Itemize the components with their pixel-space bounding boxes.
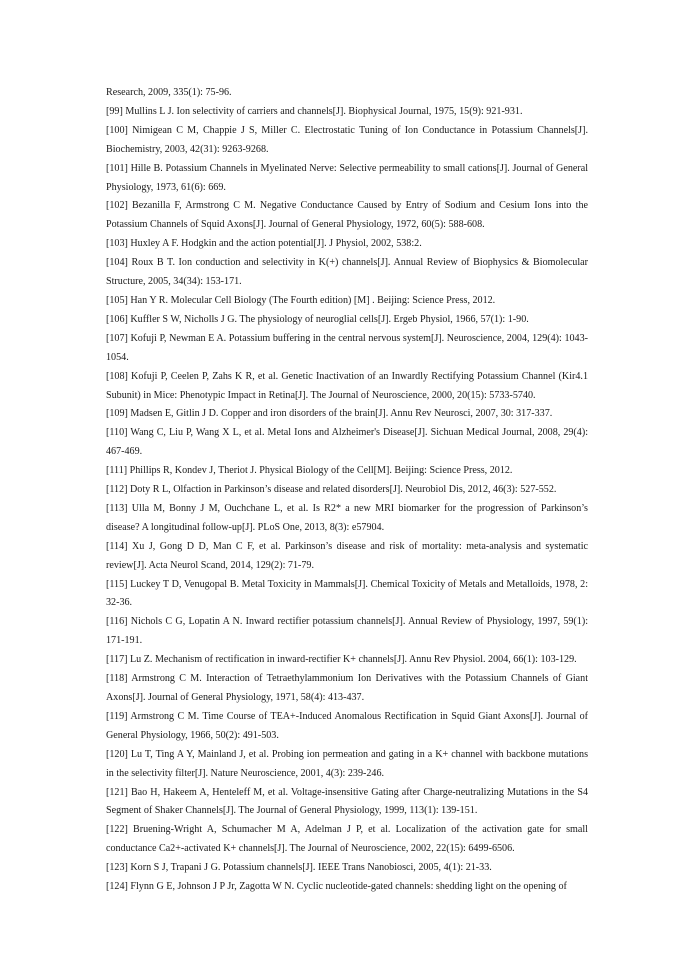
reference-entry: [113] Ulla M, Bonny J M, Ouchchane L, et al. Is R2* a new MRI biomarker for the progression of Parkinson’s disease? A longitudinal follow-up[J]. PLoS One, 2013, 8(3): e57904. xyxy=(106,502,588,533)
reference-entry: [105] Han Y R. Molecular Cell Biology (The Fourth edition) [M] . Beijing: Science Press, 2012. xyxy=(106,294,496,306)
reference-entry: [110] Wang C, Liu P, Wang X L, et al. Metal Ions and Alzheimer's Disease[J]. Sichuan Medical Journal, 2008, 29(4): 467-469. xyxy=(106,427,588,458)
reference-list xyxy=(106,84,588,897)
reference-entry: [116] Nichols C G, Lopatin A N. Inward rectifier potassium channels[J]. Annual Review of Physiology, 1997, 59(1): 171-191. xyxy=(106,616,588,647)
reference-entry: [115] Luckey T D, Venugopal B. Metal Toxicity in Mammals[J]. Chemical Toxicity of Metals and Metalloids, 1978, 2: 32-36. xyxy=(106,578,588,609)
reference-entry: [112] Doty R L, Olfaction in Parkinson’s disease and related disorders[J]. Neurobiol Dis, 2012, 46(3): 527-552. xyxy=(106,484,557,496)
reference-entry: Research, 2009, 335(1): 75-96. xyxy=(106,87,232,98)
reference-entry: [123] Korn S J, Trapani J G. Potassium channels[J]. IEEE Trans Nanobiosci, 2005, 4(1): 21-33. xyxy=(106,862,492,874)
reference-entry: [99] Mullins L J. Ion selectivity of carriers and channels[J]. Biophysical Journal, 1975, 15(9): 921-931. xyxy=(106,105,523,117)
reference-entry: [107] Kofuji P, Newman E A. Potassium buffering in the central nervous system[J]. Neuroscience, 2004, 129(4): 1043-1054. xyxy=(106,332,588,363)
reference-entry: [100] Nimigean C M, Chappie J S, Miller C. Electrostatic Tuning of Ion Conductance in Potassium Channels[J]. Biochemistry, 2003, 42(31): 9263-9268. xyxy=(106,124,588,155)
reference-entry: [119] Armstrong C M. Time Course of TEA+-Induced Anomalous Rectification in Squid Giant Axons[J]. Journal of General Physiology, 1966, 50(2): 491-503. xyxy=(106,710,588,741)
reference-entry: [101] Hille B. Potassium Channels in Myelinated Nerve: Selective permeability to small cations[J]. Journal of General Physiology, 1973, 61(6): 669. xyxy=(106,162,588,193)
reference-entry: [108] Kofuji P, Ceelen P, Zahs K R, et al. Genetic Inactivation of an Inwardly Rectifying Potassium Channel (Kir4.1 Subunit) in Mice: Phenotypic Impact in Retina[J]. The Journal of Neuroscience, 2000, 20(15): 5733-5740. xyxy=(106,370,588,401)
reference-entry: [121] Bao H, Hakeem A, Henteleff M, et al. Voltage-insensitive Gating after Charge-neutralizing Mutations in the S4 Segment of Shaker Channels[J]. The Journal of General Physiology, 1999, 113(1): 139-151. xyxy=(106,786,588,817)
reference-entry: [124] Flynn G E, Johnson J P Jr, Zagotta W N. Cyclic nucleotide-gated channels: shedding light on the opening of xyxy=(106,881,567,893)
reference-entry: [109] Madsen E, Gitlin J D. Copper and iron disorders of the brain[J]. Annu Rev Neurosci, 2007, 30: 317-337. xyxy=(106,408,553,420)
reference-entry: [106] Kuffler S W, Nicholls J G. The physiology of neuroglial cells[J]. Ergeb Physiol, 1966, 57(1): 1-90. xyxy=(106,313,529,325)
reference-entry: [122] Bruening-Wright A, Schumacher M A, Adelman J P, et al. Localization of the activation gate for small conductance Ca2+-activated K+ channels[J]. The Journal of Neuroscience, 2002, 22(15): 6499-6506. xyxy=(106,824,588,855)
reference-entry: [117] Lu Z. Mechanism of rectification in inward-rectifier K+ channels[J]. Annu Rev Physiol. 2004, 66(1): 103-129. xyxy=(106,654,577,666)
reference-entry: [120] Lu T, Ting A Y, Mainland J, et al. Probing ion permeation and gating in a K+ channel with backbone mutations in the selectivity filter[J]. Nature Neuroscience, 2001, 4(3): 239-246. xyxy=(106,748,588,779)
reference-entry: [118] Armstrong C M. Interaction of Tetraethylammonium Ion Derivatives with the Potassium Channels of Giant Axons[J]. Journal of General Physiology, 1971, 58(4): 413-437. xyxy=(106,673,588,703)
reference-entry: [103] Huxley A F. Hodgkin and the action potential[J]. J Physiol, 2002, 538:2. xyxy=(106,238,422,250)
reference-entry: [102] Bezanilla F, Armstrong C M. Negative Conductance Caused by Entry of Sodium and Cesium Ions into the Potassium Channels of Squid Axons[J]. Journal of General Physiology, 1972, 60(5): 588-608. xyxy=(106,200,588,231)
reference-entry: [104] Roux B T. Ion conduction and selectivity in K(+) channels[J]. Annual Review of Biophysics & Biomolecular Structure, 2005, 34(34): 153-171. xyxy=(106,257,588,288)
reference-entry: [114] Xu J, Gong D D, Man C F, et al. Parkinson’s disease and risk of mortality: meta-analysis and systematic review[J]. Acta Neurol Scand, 2014, 129(2): 71-79. xyxy=(106,540,588,571)
reference-entry: [111] Phillips R, Kondev J, Theriot J. Physical Biology of the Cell[M]. Beijing: Science Press, 2012. xyxy=(106,465,513,477)
